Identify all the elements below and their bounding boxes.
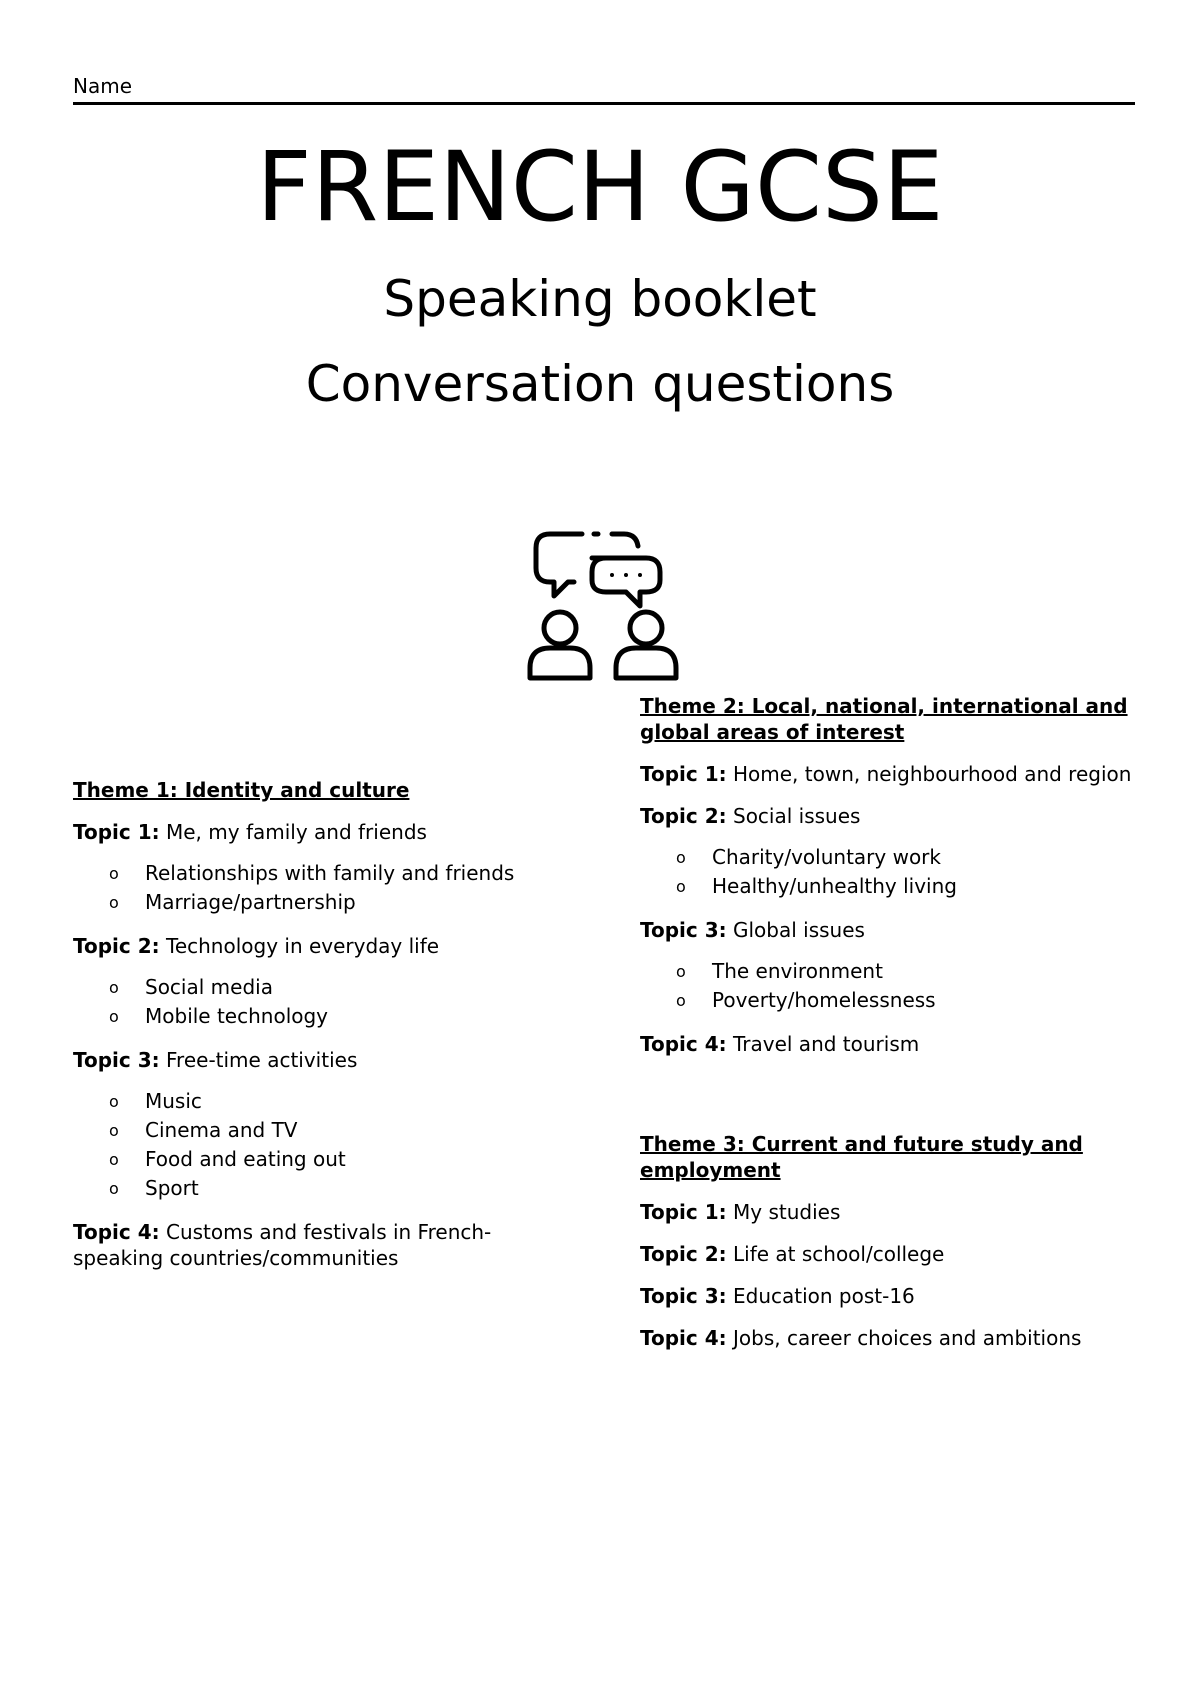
theme-2-topic-3 (640, 917, 1140, 943)
topic-text: Education post-16 (726, 1284, 915, 1308)
theme-2-topic-1 (640, 761, 1140, 787)
list-item-text: Music (145, 1089, 202, 1113)
page-title: FRENCH GCSE (256, 131, 944, 243)
subtopic-list (640, 957, 1140, 1015)
list-item-text: Mobile technology (145, 1004, 329, 1028)
list-item-text: Healthy/unhealthy living (712, 874, 957, 898)
theme-spacer (640, 1073, 1140, 1131)
subtitle-conversation-questions: Conversation questions (305, 355, 895, 413)
topic-text: Free-time activities (159, 1048, 358, 1072)
theme-2-topic-4 (640, 1031, 1140, 1057)
list-item (73, 1087, 553, 1116)
topic-text: My studies (726, 1200, 841, 1224)
topic-text: Me, my family and friends (159, 820, 427, 844)
list-item (73, 1145, 553, 1174)
bullet-icon: o (676, 991, 686, 1010)
theme-1-title: Theme 1: Identity and culture (73, 778, 410, 802)
list-item (640, 843, 1140, 872)
topic-label: Topic 4: (640, 1032, 727, 1056)
list-item-text: Marriage/partnership (145, 890, 356, 914)
theme-2-title: Theme 2: Local, national, international and global areas of interest (640, 694, 1128, 744)
theme-1-column (73, 777, 553, 1287)
topic-label: Topic 1: (640, 762, 727, 786)
topic-text: Technology in everyday life (159, 934, 440, 958)
list-item (73, 1174, 553, 1203)
list-item-text: Poverty/homelessness (712, 988, 936, 1012)
name-label: Name (73, 74, 133, 98)
topic-label: Topic 3: (73, 1048, 160, 1072)
list-item-text: Sport (145, 1176, 199, 1200)
theme-2-3-column (640, 693, 1140, 1367)
topic-text: Global issues (726, 918, 865, 942)
list-item (73, 888, 553, 917)
topic-text: Jobs, career choices and ambitions (726, 1326, 1082, 1350)
topic-text: Life at school/college (726, 1242, 945, 1266)
bullet-icon: o (676, 962, 686, 981)
list-item (640, 986, 1140, 1015)
bullet-icon: o (109, 1092, 119, 1111)
subtitle-speaking-booklet: Speaking booklet (383, 270, 817, 328)
topic-label: Topic 2: (73, 934, 160, 958)
bullet-icon: o (676, 877, 686, 896)
list-item-text: Cinema and TV (145, 1118, 298, 1142)
subtopic-list (73, 1087, 553, 1203)
bullet-icon: o (109, 893, 119, 912)
topic-label: Topic 2: (640, 804, 727, 828)
theme-3-topic-3 (640, 1283, 1140, 1309)
subtopic-list (640, 843, 1140, 901)
theme-2-topic-2 (640, 803, 1140, 829)
theme-3-topic-4 (640, 1325, 1140, 1351)
subtopic-list (73, 859, 553, 917)
list-item (73, 1116, 553, 1145)
theme-1-topic-2 (73, 933, 553, 959)
topic-label: Topic 3: (640, 1284, 727, 1308)
list-item-text: Charity/voluntary work (712, 845, 941, 869)
list-item-text: Food and eating out (145, 1147, 346, 1171)
bullet-icon: o (676, 848, 686, 867)
topic-text: Social issues (726, 804, 861, 828)
bullet-icon: o (109, 1121, 119, 1140)
name-field[interactable] (73, 74, 1135, 105)
list-item (73, 859, 553, 888)
theme-1-topic-1 (73, 819, 553, 845)
topic-label: Topic 1: (640, 1200, 727, 1224)
theme-3-title: Theme 3: Current and future study and employment (640, 1132, 1083, 1182)
theme-1-topic-4 (73, 1219, 553, 1271)
bullet-icon: o (109, 1150, 119, 1169)
topic-label: Topic 4: (73, 1220, 160, 1244)
bullet-icon: o (109, 978, 119, 997)
topic-label: Topic 3: (640, 918, 727, 942)
bullet-icon: o (109, 1007, 119, 1026)
conversation-people-icon (522, 528, 682, 684)
list-item (73, 973, 553, 1002)
topic-text: Home, town, neighbourhood and region (726, 762, 1132, 786)
bullet-icon: o (109, 1179, 119, 1198)
list-item (640, 957, 1140, 986)
theme-3-topic-1 (640, 1199, 1140, 1225)
subtopic-list (73, 973, 553, 1031)
topic-text: Travel and tourism (726, 1032, 920, 1056)
topic-label: Topic 2: (640, 1242, 727, 1266)
list-item (73, 1002, 553, 1031)
list-item-text: Relationships with family and friends (145, 861, 515, 885)
theme-1-topic-3 (73, 1047, 553, 1073)
list-item-text: The environment (712, 959, 883, 983)
list-item-text: Social media (145, 975, 273, 999)
bullet-icon: o (109, 864, 119, 883)
list-item (640, 872, 1140, 901)
theme-3-topic-2 (640, 1241, 1140, 1267)
topic-text: Customs and festivals in French-speaking countries/communities (73, 1220, 492, 1270)
topic-label: Topic 4: (640, 1326, 727, 1350)
topic-label: Topic 1: (73, 820, 160, 844)
